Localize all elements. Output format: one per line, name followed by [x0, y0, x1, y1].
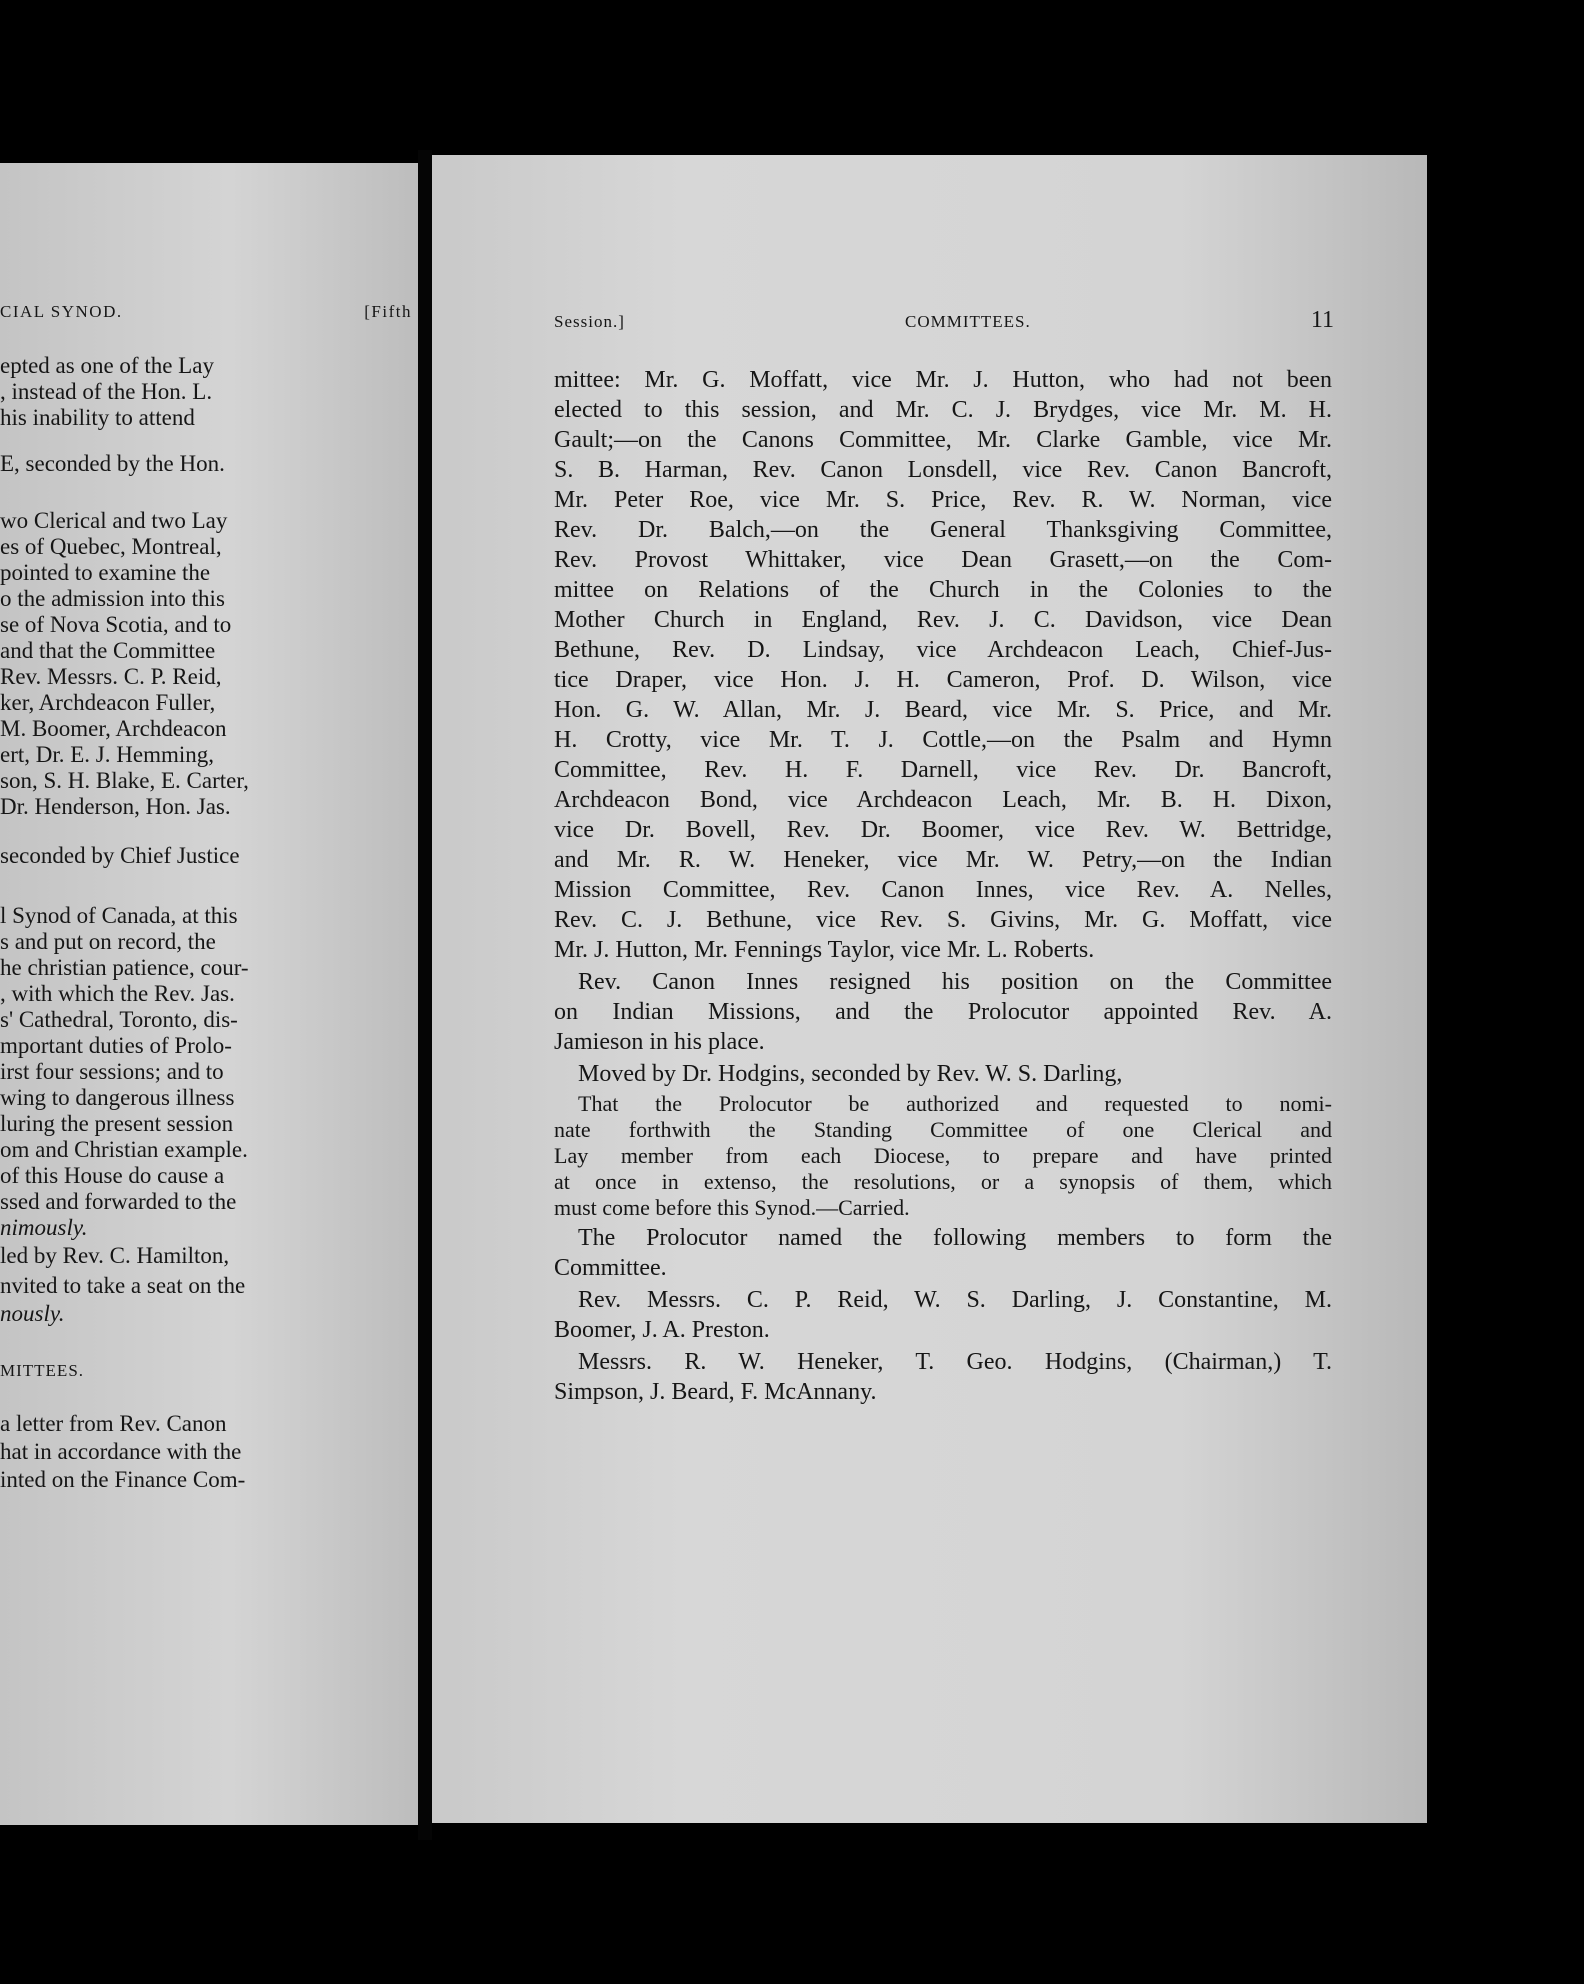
right-line: Bethune, Rev. D. Lindsay, vice Archdeacon Leach, Chief-Jus- — [554, 637, 1332, 663]
left-line: and that the Committee — [0, 638, 216, 663]
left-running-head-title: CIAL SYNOD. — [0, 302, 123, 321]
left-line: om and Christian example. — [0, 1137, 248, 1162]
right-line: Rev. Messrs. C. P. Reid, W. S. Darling, J. Constantine, M. — [578, 1287, 1332, 1313]
right-line: elected to this session, and Mr. C. J. Brydges, vice Mr. M. H. — [554, 397, 1332, 423]
right-line: That the Prolocutor be authorized and requested to nomi- — [578, 1091, 1332, 1116]
binding-gutter — [418, 150, 432, 1840]
left-line: hat in accordance with the — [0, 1439, 242, 1464]
left-line: es of Quebec, Montreal, — [0, 534, 222, 559]
left-line: seconded by Chief Justice — [0, 843, 240, 868]
right-line: at once in extenso, the resolutions, or a synopsis of them, which — [554, 1169, 1332, 1194]
right-line: on Indian Missions, and the Prolocutor appointed Rev. A. — [554, 999, 1332, 1025]
right-line: Committee. — [554, 1255, 667, 1281]
left-line: se of Nova Scotia, and to — [0, 612, 232, 637]
right-line: Simpson, J. Beard, F. McAnnany. — [554, 1379, 877, 1405]
right-line: H. Crotty, vice Mr. T. J. Cottle,—on the Psalm and Hymn — [554, 727, 1332, 753]
left-line: Rev. Messrs. C. P. Reid, — [0, 664, 222, 689]
right-line: The Prolocutor named the following members to form the — [578, 1225, 1332, 1251]
right-line: Lay member from each Diocese, to prepare and have printed — [554, 1143, 1332, 1168]
page-number: 11 — [1310, 307, 1334, 333]
left-line: son, S. H. Blake, E. Carter, — [0, 768, 249, 793]
right-line: S. B. Harman, Rev. Canon Lonsdell, vice Rev. Canon Bancroft, — [554, 457, 1332, 483]
left-line: wing to dangerous illness — [0, 1085, 235, 1110]
right-line: Rev. Dr. Balch,—on the General Thanksgiving Committee, — [554, 517, 1332, 543]
left-line: luring the present session — [0, 1111, 234, 1136]
left-page — [0, 163, 418, 1825]
right-line: Hon. G. W. Allan, Mr. J. Beard, vice Mr. S. Price, and Mr. — [554, 697, 1332, 723]
right-line: and Mr. R. W. Heneker, vice Mr. W. Petry,—on the Indian — [554, 847, 1332, 873]
right-line: Mother Church in England, Rev. J. C. Davidson, vice Dean — [554, 607, 1332, 633]
right-running-head-session: Session.] — [554, 312, 625, 331]
left-line: E, seconded by the Hon. — [0, 451, 225, 476]
left-line: of this House do cause a — [0, 1163, 225, 1188]
right-line: vice Dr. Bovell, Rev. Dr. Boomer, vice Rev. W. Bettridge, — [554, 817, 1332, 843]
left-line: a letter from Rev. Canon — [0, 1411, 227, 1436]
right-line: Rev. C. J. Bethune, vice Rev. S. Givins, Mr. G. Moffatt, vice — [554, 907, 1332, 933]
left-line: nously. — [0, 1301, 65, 1326]
right-page — [432, 155, 1427, 1823]
left-line: wo Clerical and two Lay — [0, 508, 228, 533]
right-line: Jamieson in his place. — [554, 1029, 765, 1055]
right-line: Gault;—on the Canons Committee, Mr. Clarke Gamble, vice Mr. — [554, 427, 1332, 453]
left-line: nvited to take a seat on the — [0, 1273, 246, 1298]
left-line: pointed to examine the — [0, 560, 211, 585]
left-line: irst four sessions; and to — [0, 1059, 224, 1084]
right-line: tice Draper, vice Hon. J. H. Cameron, Prof. D. Wilson, vice — [554, 667, 1332, 693]
left-line: M. Boomer, Archdeacon — [0, 716, 227, 741]
right-running-head — [554, 307, 1334, 334]
left-line: inted on the Finance Com- — [0, 1467, 246, 1492]
left-line: mportant duties of Prolo- — [0, 1033, 232, 1058]
left-line: s and put on record, the — [0, 929, 216, 954]
right-running-head-title: COMMITTEES. — [905, 312, 1031, 331]
right-line: Mr. Peter Roe, vice Mr. S. Price, Rev. R. W. Norman, vice — [554, 487, 1332, 513]
right-line: Mission Committee, Rev. Canon Innes, vice Rev. A. Nelles, — [554, 877, 1332, 903]
left-running-head-session: [Fifth — [364, 302, 412, 321]
left-line: s' Cathedral, Toronto, dis- — [0, 1007, 238, 1032]
left-line: o the admission into this — [0, 586, 225, 611]
left-line: l Synod of Canada, at this — [0, 903, 238, 928]
left-line: led by Rev. C. Hamilton, — [0, 1243, 230, 1268]
right-line: Archdeacon Bond, vice Archdeacon Leach, Mr. B. H. Dixon, — [554, 787, 1332, 813]
right-line: Mr. J. Hutton, Mr. Fennings Taylor, vice Mr. L. Roberts. — [554, 937, 1095, 963]
left-line: , instead of the Hon. L. — [0, 379, 213, 404]
right-line: Rev. Canon Innes resigned his position on the Committee — [578, 969, 1332, 995]
left-line: , with which the Rev. Jas. — [0, 981, 235, 1006]
left-line: epted as one of the Lay — [0, 353, 214, 378]
right-line: Committee, Rev. H. F. Darnell, vice Rev. Dr. Bancroft, — [554, 757, 1332, 783]
right-line: Moved by Dr. Hodgins, seconded by Rev. W. S. Darling, — [578, 1061, 1123, 1087]
right-line: nate forthwith the Standing Committee of one Clerical and — [554, 1117, 1332, 1142]
right-line: Rev. Provost Whittaker, vice Dean Grasett,—on the Com- — [554, 547, 1332, 573]
right-line: Messrs. R. W. Heneker, T. Geo. Hodgins, (Chairman,) T. — [578, 1349, 1332, 1375]
left-line: ert, Dr. E. J. Hemming, — [0, 742, 214, 767]
left-line: Dr. Henderson, Hon. Jas. — [0, 794, 231, 819]
left-line: he christian patience, cour- — [0, 955, 249, 980]
right-line: mittee on Relations of the Church in the Colonies to the — [554, 577, 1332, 603]
left-line: ssed and forwarded to the — [0, 1189, 237, 1214]
right-line: mittee: Mr. G. Moffatt, vice Mr. J. Hutton, who had not been — [554, 367, 1332, 393]
left-running-head — [0, 302, 412, 322]
left-line: nimously. — [0, 1215, 88, 1240]
left-line: his inability to attend — [0, 405, 195, 430]
right-line: Boomer, J. A. Preston. — [554, 1317, 770, 1343]
left-line: MITTEES. — [0, 1361, 85, 1380]
left-line: ker, Archdeacon Fuller, — [0, 690, 216, 715]
right-line: must come before this Synod.—Carried. — [554, 1195, 910, 1220]
